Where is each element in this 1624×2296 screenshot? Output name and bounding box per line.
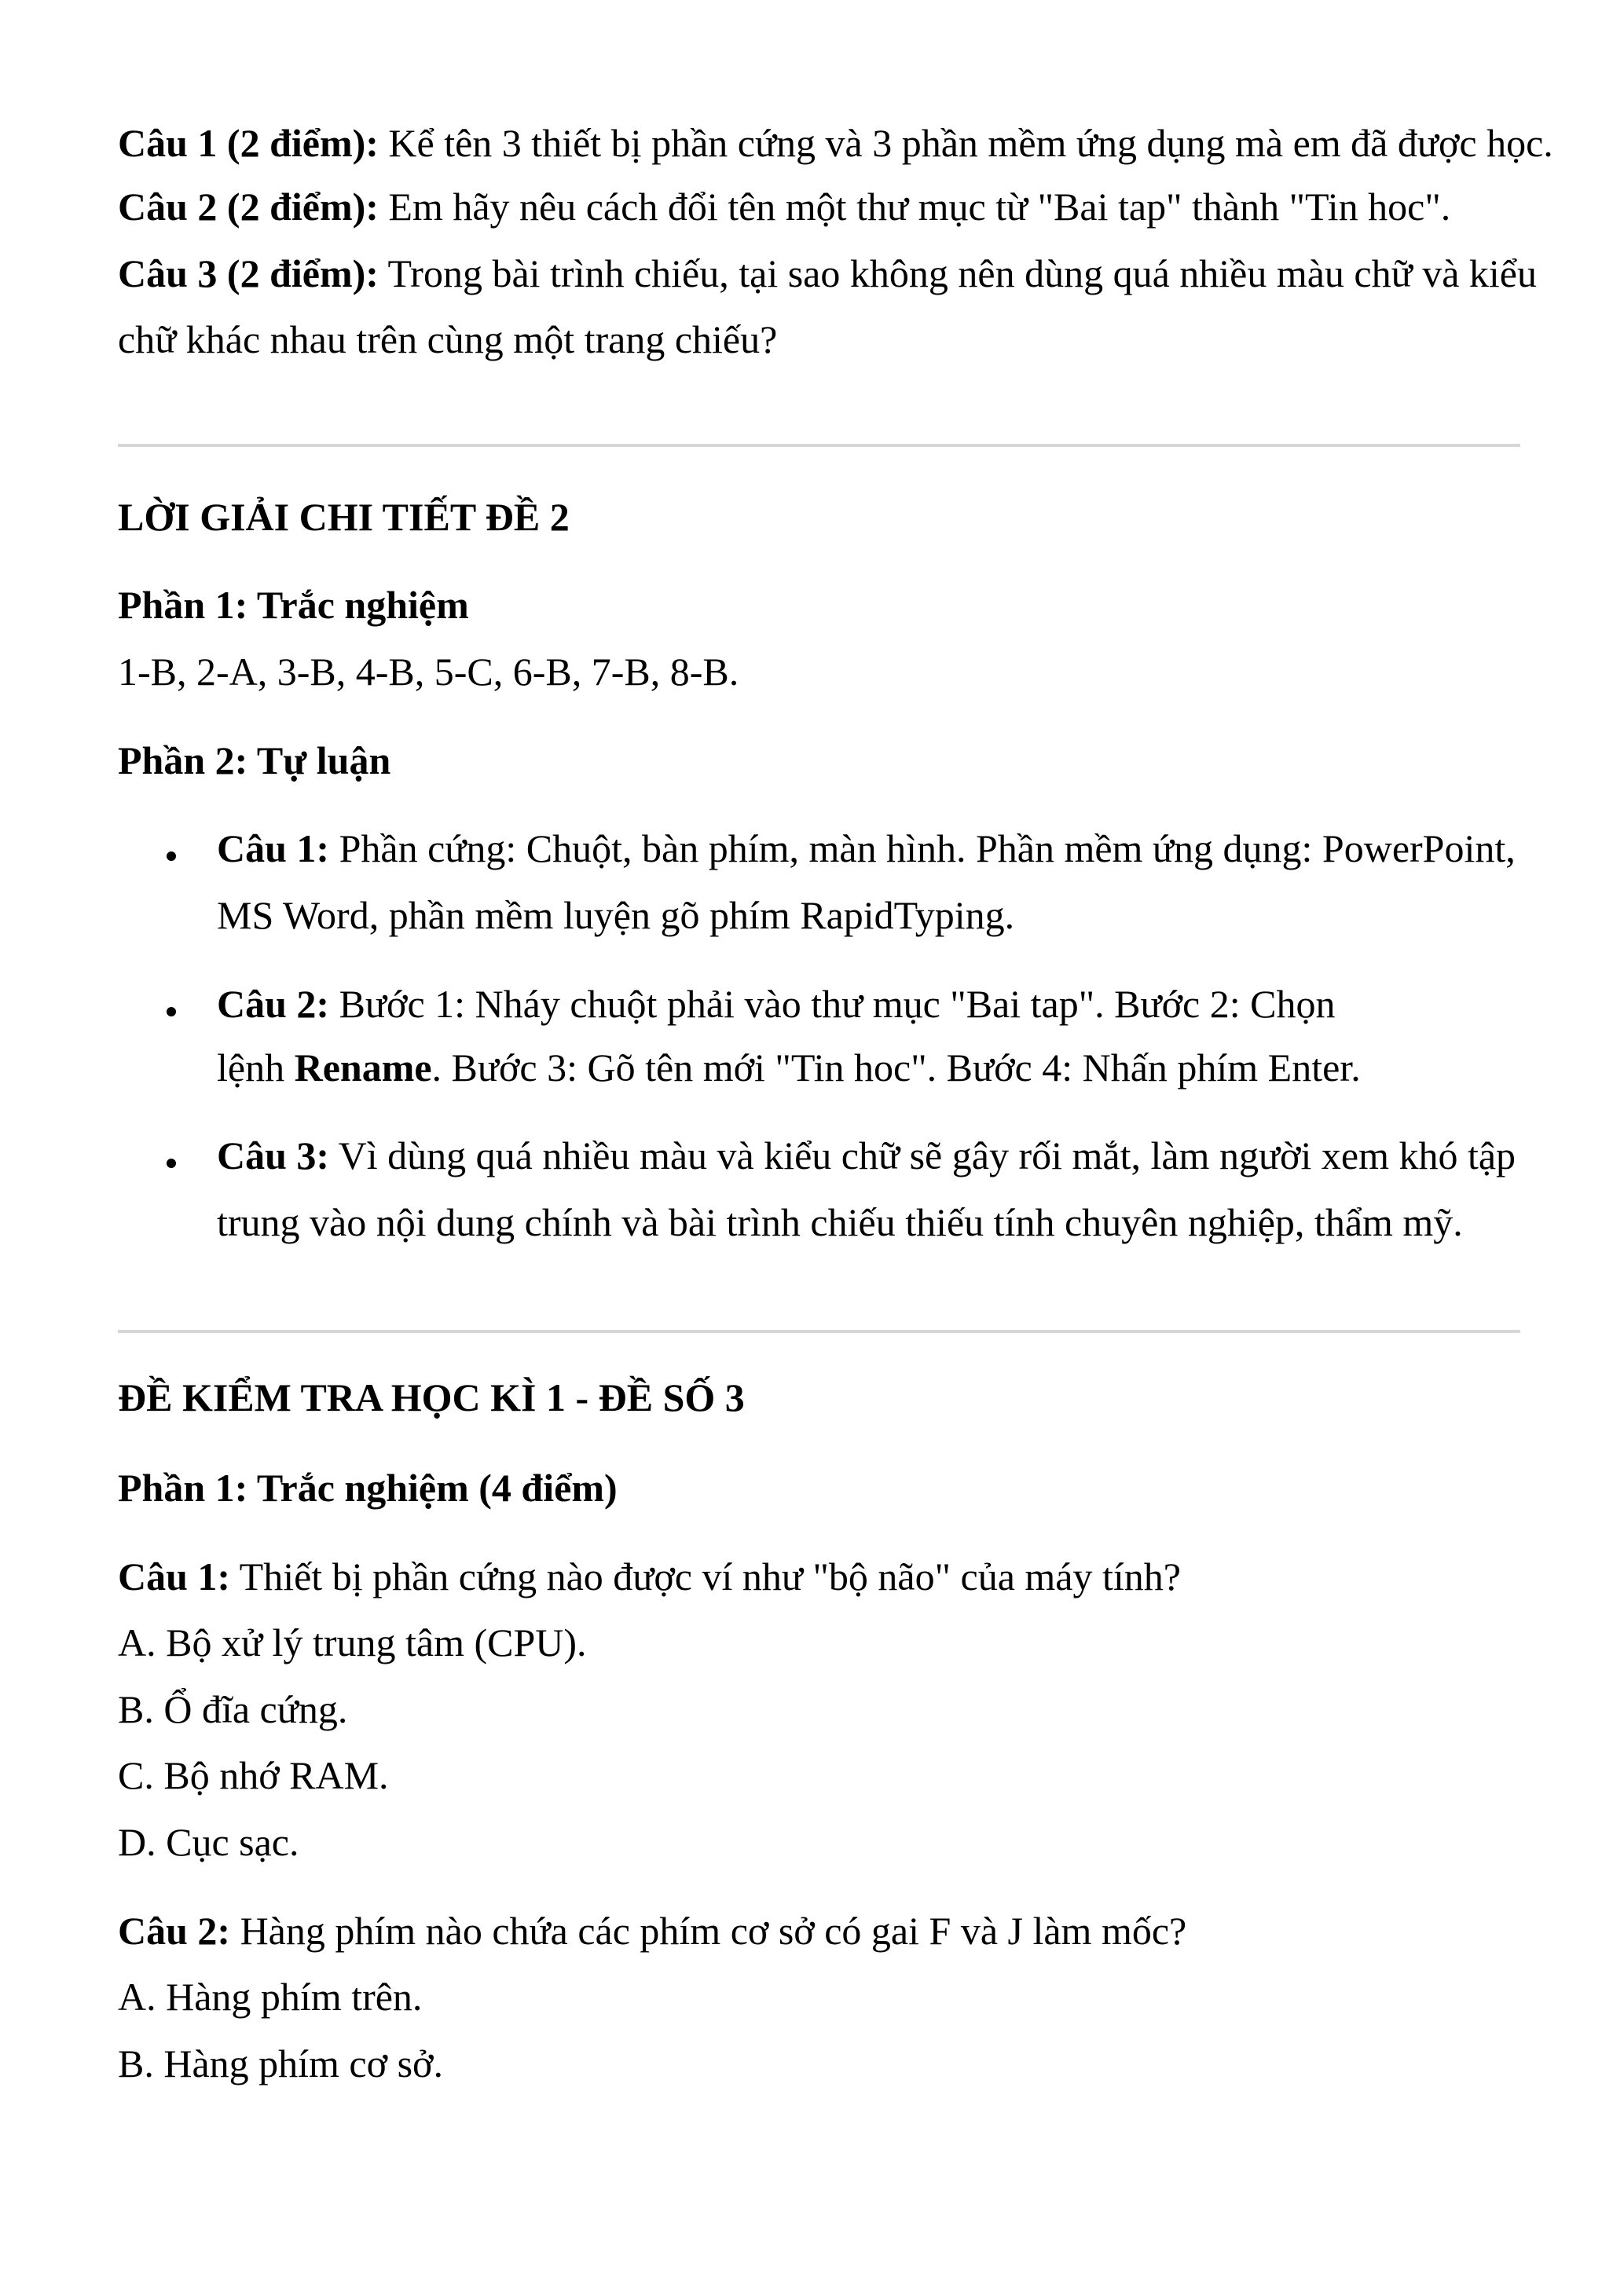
bullet-icon <box>167 851 176 861</box>
question-label: Câu 2: <box>118 1909 231 1953</box>
answer-text: Bước 1: Nháy chuột phải vào thư mục "Bai tap". Bước 2: Chọn <box>329 982 1336 1026</box>
solution-title: LỜI GIẢI CHI TIẾT ĐỀ 2 <box>118 495 570 539</box>
question-3-cont: chữ khác nhau trên cùng một trang chiếu? <box>118 317 778 361</box>
question-text: Hàng phím nào chứa các phím cơ sở có gai F và J làm mốc? <box>230 1909 1187 1953</box>
answer-1-cont: MS Word, phần mềm luyện gõ phím RapidTyping. <box>217 893 1015 937</box>
question-label: Câu 1: <box>118 1554 231 1598</box>
answer-label: Câu 3: <box>217 1133 330 1177</box>
option-a: A. Hàng phím trên. <box>118 1975 423 2019</box>
bullet-icon <box>167 1159 176 1168</box>
answer-text: lệnh <box>217 1045 295 1089</box>
option-c: C. Bộ nhớ RAM. <box>118 1753 389 1797</box>
answer-1 <box>217 815 1516 881</box>
question-1 <box>118 110 1553 176</box>
part2-title: Phần 2: Tự luận <box>118 738 391 782</box>
question-2 <box>118 174 1450 240</box>
answer-3 <box>217 1122 1516 1188</box>
answer-label: Câu 1: <box>217 826 330 870</box>
answer-3-cont: trung vào nội dung chính và bài trình chiếu thiếu tính chuyên nghiệp, thẩm mỹ. <box>217 1200 1463 1244</box>
de3-question-1 <box>118 1543 1181 1609</box>
option-d: D. Cục sạc. <box>118 1820 299 1864</box>
question-label: Câu 2 (2 điểm): <box>118 185 379 229</box>
answer-text: . Bước 3: Gõ tên mới "Tin hoc". Bước 4: Nhấn phím Enter. <box>431 1045 1361 1089</box>
de3-question-2 <box>118 1898 1186 1964</box>
question-text: Trong bài trình chiếu, tại sao không nên dùng quá nhiều màu chữ và kiểu <box>378 251 1537 295</box>
question-label: Câu 3 (2 điểm): <box>118 251 379 295</box>
question-text: Em hãy nêu cách đổi tên một thư mục từ "Bai tap" thành "Tin hoc". <box>378 185 1451 229</box>
option-a: A. Bộ xử lý trung tâm (CPU). <box>118 1620 587 1664</box>
part1-answers: 1-B, 2-A, 3-B, 4-B, 5-C, 6-B, 7-B, 8-B. <box>118 650 739 694</box>
question-label: Câu 1 (2 điểm): <box>118 121 379 165</box>
part1-title: Phần 1: Trắc nghiệm <box>118 583 469 627</box>
divider <box>118 444 1520 447</box>
answer-2-cont <box>217 1034 1361 1100</box>
option-b: B. Ổ đĩa cứng. <box>118 1687 348 1731</box>
de3-title: ĐỀ KIỂM TRA HỌC KÌ 1 - ĐỀ SỐ 3 <box>118 1375 745 1419</box>
divider <box>118 1330 1520 1333</box>
rename-command: Rename <box>294 1045 432 1089</box>
answer-2 <box>217 971 1335 1037</box>
question-text: Kể tên 3 thiết bị phần cứng và 3 phần mềm ứng dụng mà em đã được học. <box>378 121 1553 165</box>
answer-text: Phần cứng: Chuột, bàn phím, màn hình. Phần mềm ứng dụng: PowerPoint, <box>329 826 1516 870</box>
option-b: B. Hàng phím cơ sở. <box>118 2041 443 2085</box>
bullet-icon <box>167 1007 176 1016</box>
answer-text: Vì dùng quá nhiều màu và kiểu chữ sẽ gây rối mắt, làm người xem khó tập <box>329 1133 1516 1177</box>
de3-part1-title: Phần 1: Trắc nghiệm (4 điểm) <box>118 1466 618 1510</box>
question-text: Thiết bị phần cứng nào được ví như "bộ não" của máy tính? <box>230 1554 1181 1598</box>
question-3 <box>118 240 1537 306</box>
answer-label: Câu 2: <box>217 982 330 1026</box>
